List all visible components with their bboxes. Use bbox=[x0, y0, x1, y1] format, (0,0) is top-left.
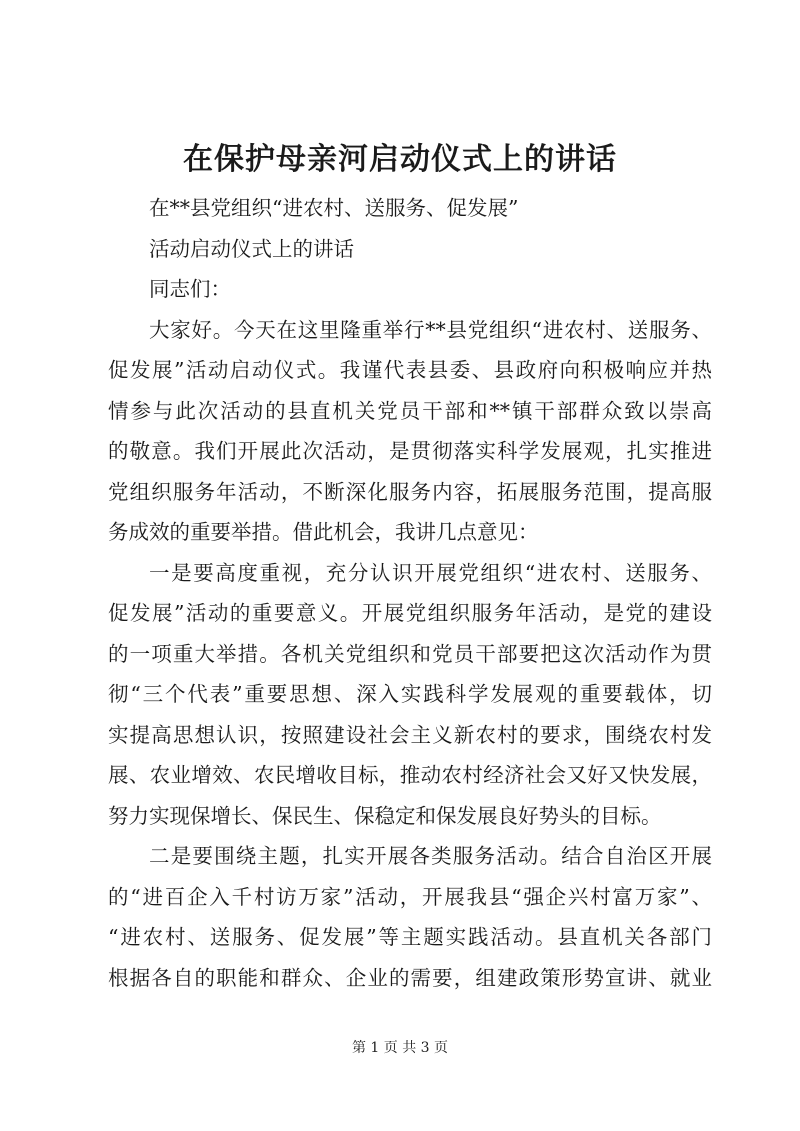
text-line: 根据各自的职能和群众、企业的需要，组建政策形势宣讲、就业 bbox=[108, 965, 712, 990]
page-indicator: 第 1 页 共 3 页 bbox=[351, 1040, 449, 1056]
document-title: 在保护母亲河启动仪式上的讲话 bbox=[183, 142, 617, 177]
text-line: 促发展”活动启动仪式。我谨代表县委、县政府向积极响应并热 bbox=[108, 358, 712, 382]
text-line: “进农村、送服务、促发展”等主题实践活动。县直机关各部门 bbox=[108, 925, 712, 949]
text-line: 党组织服务年活动，不断深化服务内容，拓展服务范围，提高服 bbox=[108, 479, 712, 504]
text-line: 活动启动仪式上的讲话 bbox=[149, 236, 354, 261]
document-body bbox=[108, 188, 712, 998]
text-line: 促发展”活动的重要意义。开展党组织服务年活动，是党的建设 bbox=[108, 601, 712, 625]
text-line: 务成效的重要举措。借此机会，我讲几点意见： bbox=[108, 520, 539, 544]
text-line: 彻“三个代表”重要思想、深入实践科学发展观的重要载体，切 bbox=[108, 682, 712, 706]
text-line: 一是要高度重视，充分认识开展党组织“进农村、送服务、 bbox=[149, 560, 712, 585]
text-line: 二是要围绕主题，扎实开展各类服务活动。结合自治区开展 bbox=[149, 844, 712, 868]
text-line: 的敬意。我们开展此次活动，是贯彻落实科学发展观，扎实推进 bbox=[108, 439, 712, 463]
text-line: 同志们： bbox=[149, 277, 231, 301]
text-line: 实提高思想认识，按照建设社会主义新农村的要求，围绕农村发 bbox=[108, 722, 712, 747]
text-line: 的一项重大举措。各机关党组织和党员干部要把这次活动作为贯 bbox=[108, 641, 712, 666]
text-line: 的“进百企入千村访万家”活动，开展我县“强企兴村富万家”、 bbox=[108, 884, 712, 909]
text-line: 在**县党组织“进农村、送服务、促发展” bbox=[149, 196, 519, 220]
text-line: 努力实现保增长、保民生、保稳定和保发展良好势头的目标。 bbox=[108, 803, 662, 828]
text-line: 大家好。今天在这里隆重举行**县党组织“进农村、送服务、 bbox=[149, 317, 712, 342]
text-line: 展、农业增效、农民增收目标，推动农村经济社会又好又快发展， bbox=[108, 763, 712, 787]
text-line: 情参与此次活动的县直机关党员干部和**镇干部群众致以崇高 bbox=[108, 398, 712, 423]
